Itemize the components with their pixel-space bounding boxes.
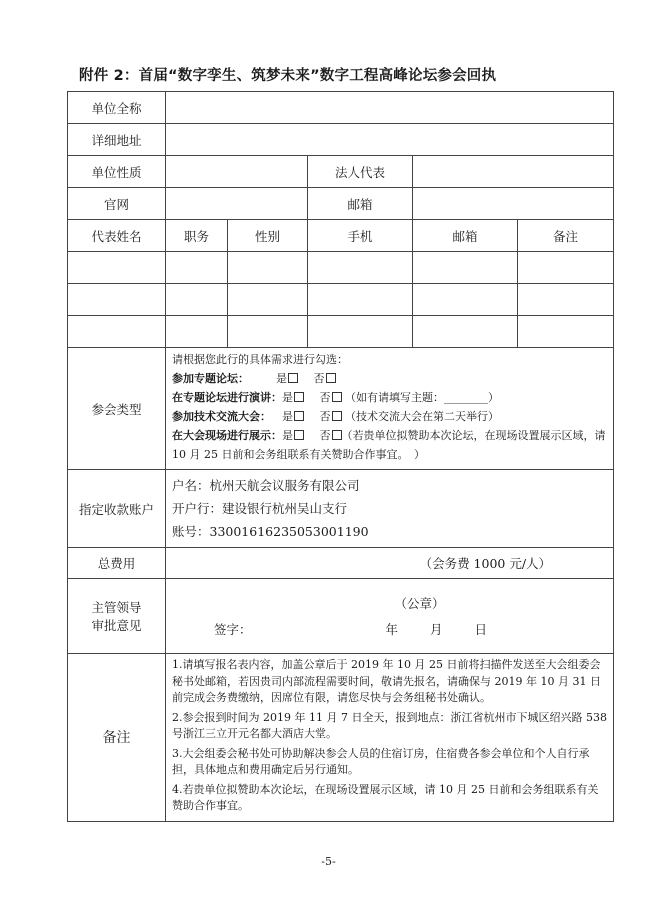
total-fee-label: 总费用 (68, 548, 166, 579)
option-exhibit (172, 426, 607, 464)
checkbox-exhibit-no[interactable] (332, 430, 342, 440)
website-field[interactable] (166, 188, 308, 220)
date-year: 年 (385, 622, 399, 637)
note-item: 2.参会报到时间为 2019 年 11 月 7 日全天，报到地点：浙江省杭州市下城区绍兴路 538 号浙江三立开元名都大酒店大堂。 (172, 710, 607, 740)
note-item: 4.若贵单位拟赞助本次论坛，在现场设置展示区域，请 10 月 25 日前和会务组联系有关赞助合作事宜。 (172, 782, 599, 812)
org-name-label: 单位全称 (68, 92, 166, 124)
approval-label-line1: 主管领导 (91, 600, 142, 615)
official-seal-text: （公章） (394, 596, 445, 611)
checkbox-forum-yes[interactable] (288, 373, 298, 383)
rep-row (68, 252, 614, 284)
exhibit-note: （若贵单位拟赞助本次论坛，在现场设置展示区域，请 10 月 25 日前和会务组联系有关赞助合作事宜。 ） (172, 429, 606, 461)
email-field[interactable] (413, 188, 614, 220)
rep-cell[interactable] (166, 316, 228, 348)
no-label: 否 (319, 429, 331, 442)
rep-cell[interactable] (228, 316, 308, 348)
checkbox-exhibit-yes[interactable] (294, 430, 304, 440)
total-fee-value: （会务费 1000 元/人） (166, 548, 614, 579)
account-bank: 开户行：建设银行杭州吴山支行 (172, 501, 348, 516)
no-label: 否 (319, 391, 331, 404)
account-info (166, 470, 614, 548)
option-forum-label: 参加专题论坛： (172, 372, 249, 385)
checkbox-speech-no[interactable] (332, 392, 342, 402)
no-label: 否 (313, 372, 325, 385)
signature-label: 签字： (214, 622, 252, 637)
document-title: 附件 2：首届“数字孪生、筑梦未来”数字工程高峰论坛参会回执 (79, 68, 497, 84)
address-field[interactable] (166, 124, 614, 156)
yes-label: 是 (276, 372, 287, 385)
rep-cell[interactable] (68, 316, 166, 348)
rep-cell[interactable] (518, 284, 614, 316)
rep-cell[interactable] (413, 316, 518, 348)
checkbox-speech-yes[interactable] (294, 392, 304, 402)
rep-header-remark: 备注 (518, 220, 614, 252)
rep-cell[interactable] (413, 252, 518, 284)
yes-label: 是 (282, 391, 293, 404)
notes-label: 备注 (68, 654, 166, 822)
rep-header-phone: 手机 (308, 220, 413, 252)
option-speech (172, 388, 607, 407)
note-item: 3.大会组委会秘书处可协助解决参会人员的住宿订房，住宿费各参会单位和个人自行承担，具体地点和费用确定后另行通知。 (172, 746, 590, 776)
notes-content (166, 654, 614, 822)
legal-rep-label: 法人代表 (308, 156, 413, 188)
approval-field[interactable] (166, 579, 614, 654)
page-number: -5- (321, 855, 336, 868)
org-type-field[interactable] (166, 156, 308, 188)
email-label: 邮箱 (308, 188, 413, 220)
rep-row (68, 316, 614, 348)
yes-label: 是 (282, 429, 293, 442)
date-month: 月 (430, 622, 443, 637)
org-type-label: 单位性质 (68, 156, 166, 188)
option-exhibit-label: 在大会现场进行展示： (172, 429, 282, 442)
attendance-type-label: 参会类型 (68, 348, 166, 470)
rep-cell[interactable] (228, 252, 308, 284)
rep-header-email: 邮箱 (413, 220, 518, 252)
rep-cell[interactable] (308, 316, 413, 348)
account-number: 账号：33001616235053001190 (172, 524, 369, 539)
no-label: 否 (319, 410, 331, 423)
rep-header-gender: 性别 (228, 220, 308, 252)
rep-cell[interactable] (308, 284, 413, 316)
address-label: 详细地址 (68, 124, 166, 156)
attendance-intro: 请根据您此行的具体需求进行勾选： (172, 353, 348, 366)
attendance-options (166, 348, 614, 470)
signature-line (166, 620, 613, 638)
approval-label-line2: 审批意见 (91, 618, 142, 633)
rep-cell[interactable] (68, 284, 166, 316)
rep-cell[interactable] (166, 252, 228, 284)
rep-row (68, 284, 614, 316)
checkbox-tech-yes[interactable] (294, 411, 304, 421)
option-speech-label: 在专题论坛进行演讲： (172, 391, 282, 404)
registration-form (67, 91, 614, 822)
account-label: 指定收款账户 (68, 470, 166, 548)
option-forum (172, 369, 607, 388)
checkbox-tech-no[interactable] (332, 411, 342, 421)
date-day: 日 (474, 622, 488, 637)
rep-header-name: 代表姓名 (68, 220, 166, 252)
checkbox-forum-no[interactable] (326, 373, 336, 383)
approval-label (68, 579, 166, 654)
rep-cell[interactable] (518, 252, 614, 284)
rep-header-row (68, 220, 614, 252)
note-item: 1.请填写报名表内容，加盖公章后于 2019 年 10 月 25 日前将扫描件发送至大会组委会秘书处邮箱，若因贵司内部流程需要时间，敬请先报名，请确保与 2019 年 10 月 31 日前完成会务费缴纳，因席位有限，请您尽快与会务组秘书处确认。 (172, 658, 601, 704)
rep-cell[interactable] (228, 284, 308, 316)
rep-cell[interactable] (518, 316, 614, 348)
rep-cell[interactable] (166, 284, 228, 316)
tech-note: （技术交流大会在第二天举行） (345, 410, 499, 423)
rep-cell[interactable] (413, 284, 518, 316)
speech-topic-note: （如有请填写主题：________） (345, 391, 499, 404)
rep-cell[interactable] (308, 252, 413, 284)
rep-cell[interactable] (68, 252, 166, 284)
rep-header-position: 职务 (166, 220, 228, 252)
website-label: 官网 (68, 188, 166, 220)
option-tech (172, 407, 607, 426)
account-holder: 户名：杭州天航会议服务有限公司 (172, 478, 360, 493)
yes-label: 是 (282, 410, 293, 423)
org-name-field[interactable] (166, 92, 614, 124)
option-tech-label: 参加技术交流大会： (172, 410, 271, 423)
legal-rep-field[interactable] (413, 156, 614, 188)
